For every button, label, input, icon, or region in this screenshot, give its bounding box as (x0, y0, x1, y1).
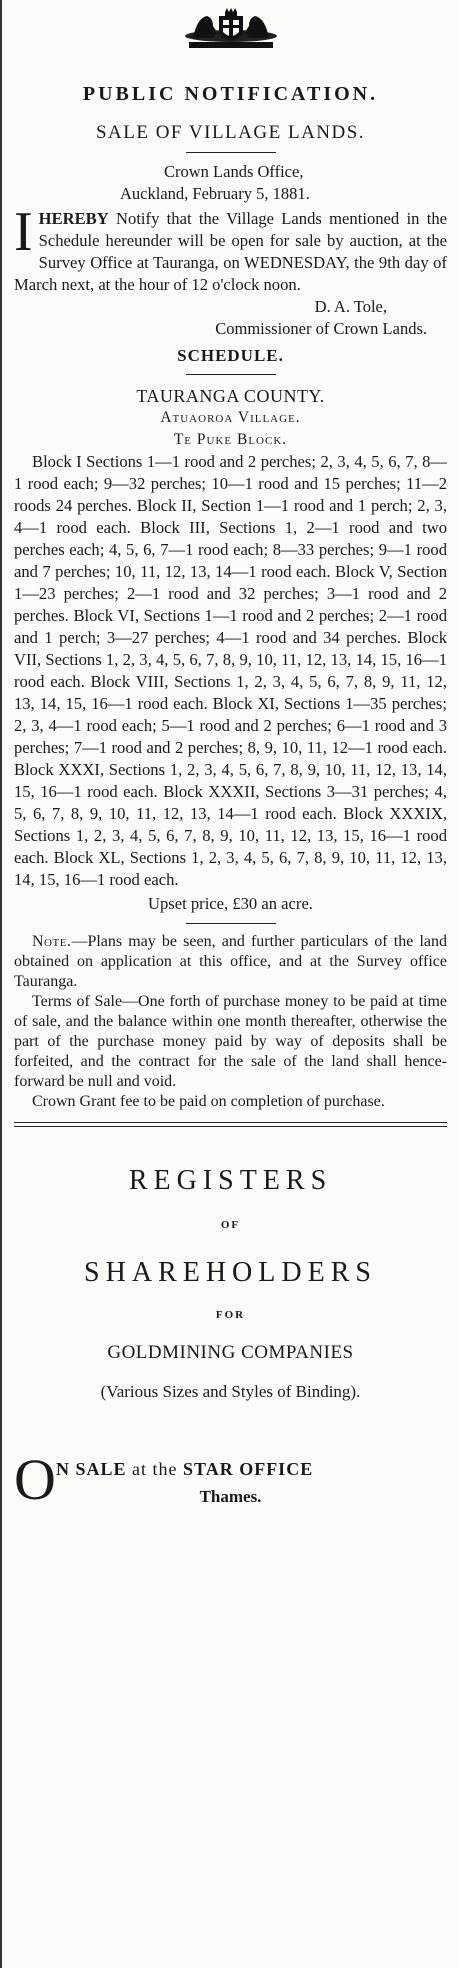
on-sale-b: at the (126, 1459, 184, 1479)
note-text: —Plans may be seen, and further particulars of the land obtained on application at this office, and at the Survey office Tauranga. (14, 933, 447, 990)
date-line: Auckland, February 5, 1881. (120, 184, 310, 203)
terms-paragraph: Terms of Sale—One forth of purchase money to be paid at time of sale, and the balance within one month thereafter, otherwise the part of the purchase money paid by way of deposits shall be forfeited, and the contract for the sale of the land shall hence-forward be null and void. (14, 993, 447, 1090)
advert-for: FOR (215, 1309, 246, 1321)
advert-of: OF (220, 1219, 241, 1231)
divider (186, 152, 276, 153)
intro-text: Notify that the Village Lands mentioned in the Schedule hereunder will be open for sale by auction, at the Survey Office at Tauranga, on WEDNESDAY, the 9th day of March next, at the hour of 12 o'clock noon. (14, 209, 447, 294)
note-paragraph (14, 932, 447, 992)
notice-title: PUBLIC NOTIFICATION. (82, 83, 379, 105)
coat-of-arms-icon (183, 8, 279, 52)
on-sale-city: Thames. (199, 1487, 262, 1506)
county-heading: TAURANGA COUNTY. (136, 386, 325, 406)
note-lead: Note. (32, 933, 72, 950)
crown-grant-paragraph: Crown Grant fee to be paid on completion of purchase. (32, 1093, 385, 1110)
upset-price: Upset price, £30 an acre. (148, 894, 313, 913)
village-heading: Atuaoroa Village. (160, 409, 301, 426)
crest (14, 0, 447, 60)
on-sale-line (56, 1459, 313, 1480)
on-sale-drop-cap: O (14, 1447, 56, 1512)
intro-bold: HEREBY (38, 209, 109, 228)
signatory-title: Commissioner of Crown Lands. (215, 319, 427, 338)
drop-cap: I (14, 201, 33, 263)
advert-shareholders: SHAREHOLDERS (84, 1257, 377, 1288)
block-heading: Te Puke Block. (173, 431, 288, 448)
schedule-heading: SCHEDULE. (177, 346, 284, 365)
on-sale-c: STAR OFFICE (183, 1459, 314, 1479)
notice-subtitle: SALE OF VILLAGE LANDS. (95, 122, 366, 143)
intro-paragraph (14, 201, 447, 296)
divider (186, 923, 276, 924)
office-line: Crown Lands Office, (164, 162, 304, 181)
schedule-body: Block I Sections 1—1 rood and 2 perches; 2, 3, 4, 5, 6, 7, 8—1 rood each; 9—32 perches; 10—1 rood and 15 perches; 11—2 roods 24 perches. Block II, Section 1—1 rood and 1 perch; 2, 3, 4—1 rood each. Block III, Sections 1, 2—1 rood and two perches each; 4, 5, 6, 7—1 rood each; 8—33 perches; 9—1 rood and 7 perches; 10, 11, 12, 13, 14—1 rood each. Block V, Section 1—23 perches; 2—1 rood and 32 perches; 3—1 rood and 2 perches. Block VI, Sections 1—1 rood and 2 perches; 2—1 rood and 1 perch; 3—27 perches; 4—1 rood and 34 perches. Block VII, Sections 1, 2, 3, 4, 5, 6, 7, 8, 9, 10, 11, 12, 13, 14, 15, 16—1 rood each. Block VIII, Sections 1, 2, 3, 4, 5, 6, 7, 8, 9, 11, 12, 13, 14, 15, 16—1 rood each. Block XI, Sections 1—35 perches; 2, 3, 4—1 rood each; 5—1 rood and 2 perches; 6—1 rood and 3 perches; 7—1 rood and 2 perches; 8, 9, 10, 11, 12—1 rood each. Block XXXI, Sections 1, 2, 3, 4, 5, 6, 7, 8, 9, 10, 11, 12, 13, 14, 15, 16—1 rood each. Block XXXII, Sections 3—31 perches; 4, 5, 6, 7, 8, 9, 10, 11, 12, 13, 14—1 rood each. Block XXXIX, Sections 1, 2, 3, 4, 5, 6, 7, 8, 9, 10, 11, 12, 13, 15, 16—1 rood each. Block XL, Sections 1, 2, 3, 4, 5, 6, 7, 8, 9, 10, 11, 12, 13, 14, 15, 16—1 rood each. (14, 452, 447, 889)
double-rule (14, 1122, 447, 1127)
on-sale-a: N SALE (56, 1459, 127, 1479)
on-sale-notice (14, 1447, 447, 1517)
advert-registers: REGISTERS (128, 1165, 333, 1196)
signatory: D. A. Tole, (314, 297, 387, 316)
divider (186, 374, 276, 375)
advert-sizes: (Various Sizes and Styles of Binding). (100, 1382, 361, 1401)
advert-goldmining: GOLDMINING COMPANIES (107, 1342, 354, 1363)
